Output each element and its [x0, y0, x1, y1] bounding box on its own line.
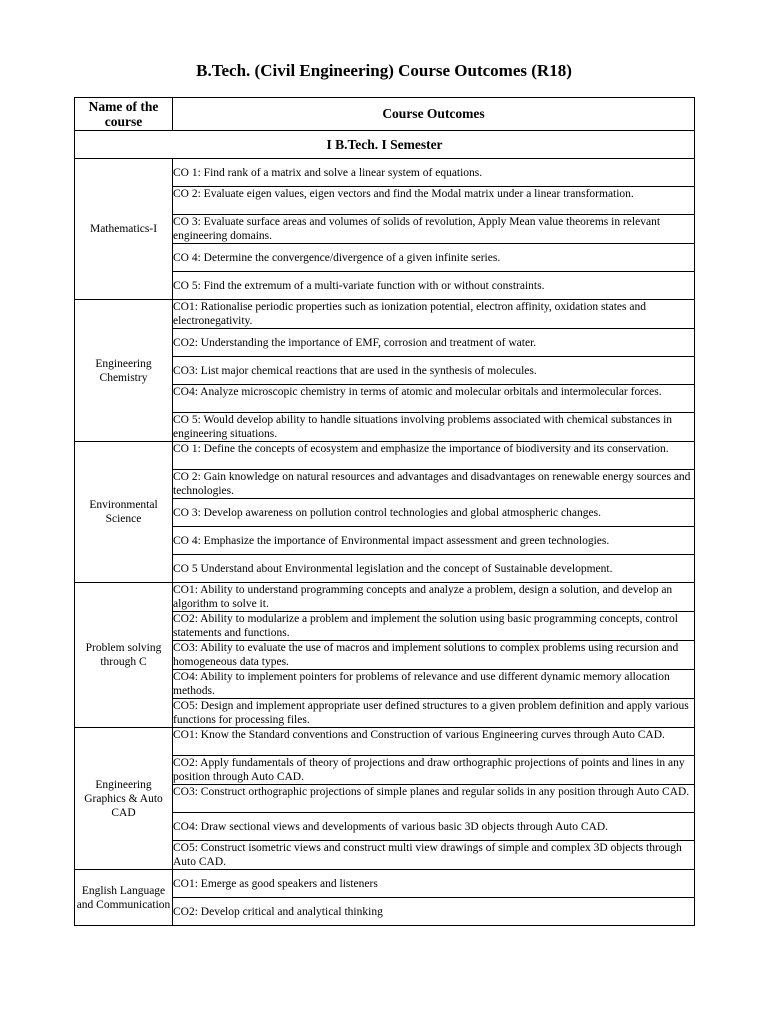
table-header-row [75, 98, 695, 131]
header-course-outcomes: Course Outcomes [173, 98, 695, 131]
course-outcome: CO5: Construct isometric views and construct multi view drawings of simple and complex 3D objects through Auto CAD. [173, 841, 695, 870]
course-outcome: CO1: Ability to understand programming concepts and analyze a problem, design a solution, and develop an algorithm to solve it. [173, 583, 695, 612]
course-outcome: CO 3: Develop awareness on pollution control technologies and global atmospheric changes. [173, 499, 695, 527]
course-name: Problem solving through C [75, 583, 173, 728]
course-outcome: CO5: Design and implement appropriate user defined structures to a given problem definition and apply various functions for processing files. [173, 699, 695, 728]
course-outcome: CO 3: Evaluate surface areas and volumes of solids of revolution, Apply Mean value theorems in relevant engineering domains. [173, 215, 695, 244]
document-title: B.Tech. (Civil Engineering) Course Outcomes (R18) [196, 61, 572, 80]
course-outcome: CO1: Know the Standard conventions and Construction of various Engineering curves through Auto CAD. [173, 728, 695, 756]
semester-heading: I B.Tech. I Semester [75, 131, 695, 159]
course-outcome: CO4: Draw sectional views and developments of various basic 3D objects through Auto CAD. [173, 813, 695, 841]
course-outcome: CO1: Emerge as good speakers and listeners [173, 870, 695, 898]
course-name: Environmental Science [75, 442, 173, 583]
course-outcome: CO3: List major chemical reactions that are used in the synthesis of molecules. [173, 357, 695, 385]
course-name: Mathematics-I [75, 159, 173, 300]
course-outcome: CO4: Ability to implement pointers for problems of relevance and use different dynamic memory allocation methods. [173, 670, 695, 699]
table-row [75, 870, 695, 898]
course-outcome: CO3: Ability to evaluate the use of macros and implement solutions to complex problems using recursion and homogeneous data types. [173, 641, 695, 670]
course-name: English Language and Communication [75, 870, 173, 926]
course-outcome: CO 5: Find the extremum of a multi-variate function with or without constraints. [173, 272, 695, 300]
course-outcome: CO2: Apply fundamentals of theory of projections and draw orthographic projections of points and lines in any position through Auto CAD. [173, 756, 695, 785]
course-outcome: CO 1: Define the concepts of ecosystem and emphasize the importance of biodiversity and its conservation. [173, 442, 695, 470]
course-outcome: CO4: Analyze microscopic chemistry in terms of atomic and molecular orbitals and intermolecular forces. [173, 385, 695, 413]
table-row [75, 728, 695, 756]
course-outcome: CO 2: Gain knowledge on natural resources and advantages and disadvantages on renewable energy sources and technologies. [173, 470, 695, 499]
semester-row [75, 131, 695, 159]
course-outcome: CO 4: Determine the convergence/divergence of a given infinite series. [173, 244, 695, 272]
table-row [75, 442, 695, 470]
course-outcome: CO2: Understanding the importance of EMF, corrosion and treatment of water. [173, 329, 695, 357]
course-outcomes-table [74, 97, 695, 926]
course-outcome: CO 1: Find rank of a matrix and solve a linear system of equations. [173, 159, 695, 187]
course-outcome: CO 5 Understand about Environmental legislation and the concept of Sustainable development. [173, 555, 695, 583]
table-row [75, 159, 695, 187]
table-row [75, 300, 695, 329]
course-outcome: CO 2: Evaluate eigen values, eigen vectors and find the Modal matrix under a linear transformation. [173, 187, 695, 215]
course-outcome: CO2: Develop critical and analytical thinking [173, 898, 695, 926]
course-name: Engineering Chemistry [75, 300, 173, 442]
header-course-name: Name of the course [75, 98, 173, 131]
course-outcome: CO 5: Would develop ability to handle situations involving problems associated with chemical substances in engineering situations. [173, 413, 695, 442]
course-outcome: CO2: Ability to modularize a problem and implement the solution using basic programming concepts, control statements and functions. [173, 612, 695, 641]
course-name: Engineering Graphics & Auto CAD [75, 728, 173, 870]
course-outcome: CO1: Rationalise periodic properties such as ionization potential, electron affinity, oxidation states and electronegativity. [173, 300, 695, 329]
course-outcome: CO 4: Emphasize the importance of Environmental impact assessment and green technologies. [173, 527, 695, 555]
course-outcome: CO3: Construct orthographic projections of simple planes and regular solids in any position through Auto CAD. [173, 785, 695, 813]
table-row [75, 583, 695, 612]
